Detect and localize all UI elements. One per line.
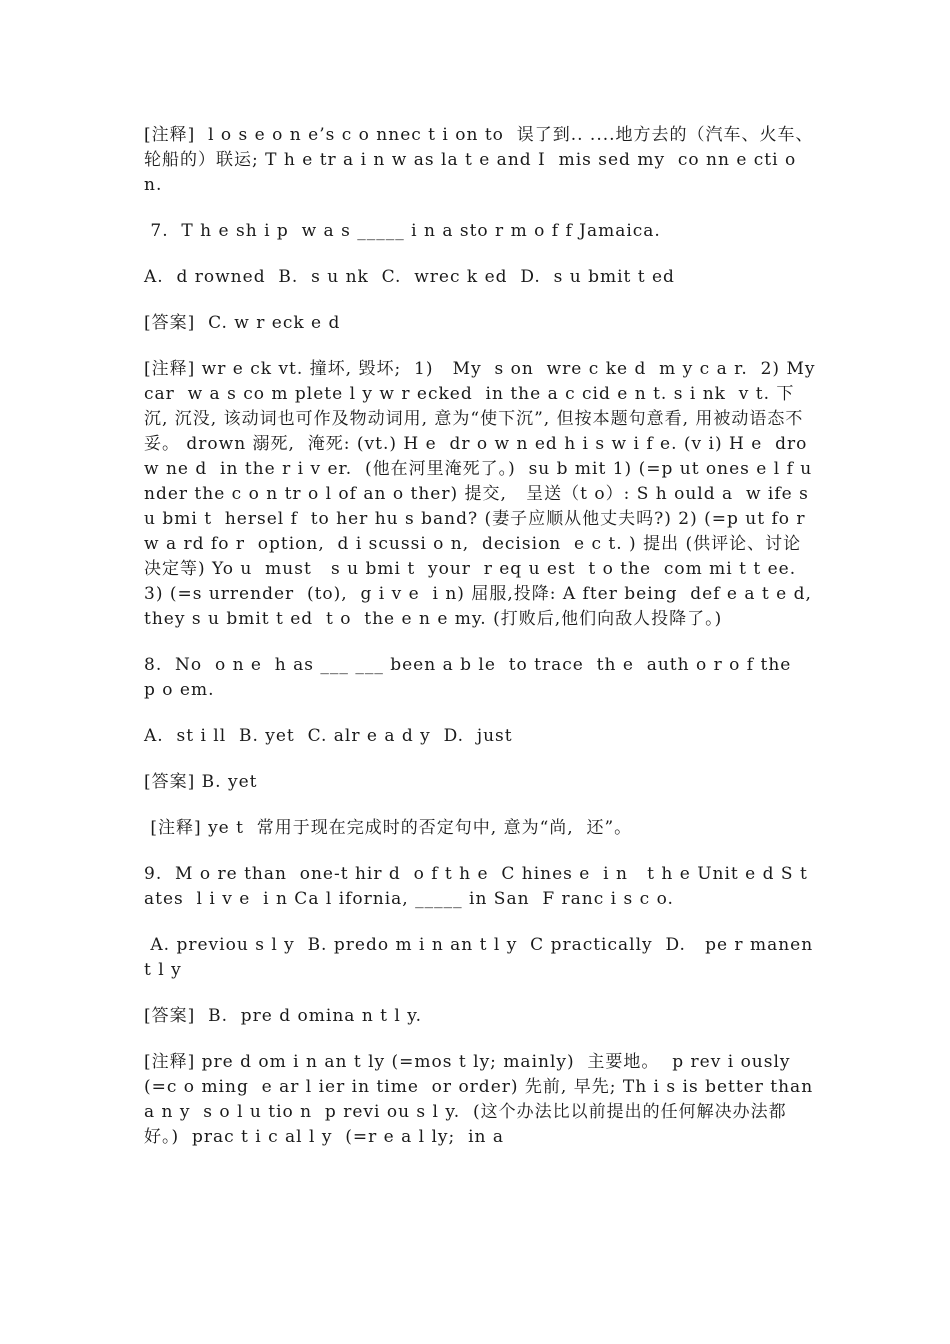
note-9: [注释] pre d om i n an t ly (=mos t ly; mainly) 主要地。 p rev i ously (=c o ming e ar l ier in time or order) 先前, 早先; Th i s is better than a n y s o l u tio n p revi ou s l y. (这个办法比以前提出的任何解决办法都好。) prac t i c al l y (=r e a l ly; in a (144, 1052, 826, 1147)
note-paragraph: [注释] l o s e o n e’s c o nnec t i on to 误了到.. ....地方去的（汽车、火车、轮船的）联运; T h e tr a i n w as la t e and I mis sed my co nn e cti o n. (144, 125, 814, 195)
question-7: 7. T h e sh i p w a s _____ i n a sto r m o f f Jamaica. (144, 221, 661, 241)
options-7: A. d rowned B. s u nk C. wrec k ed D. s u bmit t ed (144, 267, 675, 287)
question-9: 9. M o re than one-t hir d o f t h e C hines e i n t h e Unit e d S tates l i v e i n Ca l ifornia, _____ in San F ranc i s c o. (144, 864, 808, 909)
answer-7: [答案] C. w r eck e d (144, 313, 341, 333)
options-8: A. st i ll B. yet C. alr e a d y D. just (144, 726, 513, 746)
answer-8: [答案] B. yet (144, 772, 258, 792)
question-8: 8. No o n e h as ___ ___ been a b le to trace th e auth o r o f the p o em. (144, 655, 805, 700)
document-page (144, 123, 829, 1171)
answer-9: [答案] B. pre d omina n t l y. (144, 1006, 422, 1026)
note-7: [注释] wr e ck vt. 撞坏, 毁坏; 1) My s on wre c ke d m y c a r. 2) My car w a s co m plete l y w r ecked in the a c cid e n t. s i nk v t. 下沉, 沉没, 该动词也可作及物动词用, 意为“使下沉”, 但按本题句意看, 用被动语态不妥。 drown 溺死, 淹死: (vt.) H e dr o w n ed h i s w i f e. (v i) H e dro w ne d in the r i v er. (他在河里淹死了。) su b mit 1) (=p ut ones e l f under the c o n tr o l of an o ther) 提交, 呈送（t o）: S h ould a w ife s u bmi t hersel f to her hu s band? (妻子应顺从他丈夫吗?) 2) (=p ut fo r w a rd fo r option, d i scussi o n, decision e c t. ) 提出 (供评论、讨论决定等) Yo u must s u bmi t your r eq u est t o the com mi t t ee. 3) (=s urrender (to), g i v e i n) 屈服,投降: A fter being def e a t e d, they s u bmit t ed t o the e n e my. (打败后,他们向敌人投降了。) (144, 359, 829, 629)
note-8: [注释] ye t 常用于现在完成时的否定句中, 意为“尚, 还”。 (144, 818, 633, 838)
options-9: A. previou s l y B. predo m i n an t l y C practically D. pe r manen t l y (144, 935, 820, 980)
